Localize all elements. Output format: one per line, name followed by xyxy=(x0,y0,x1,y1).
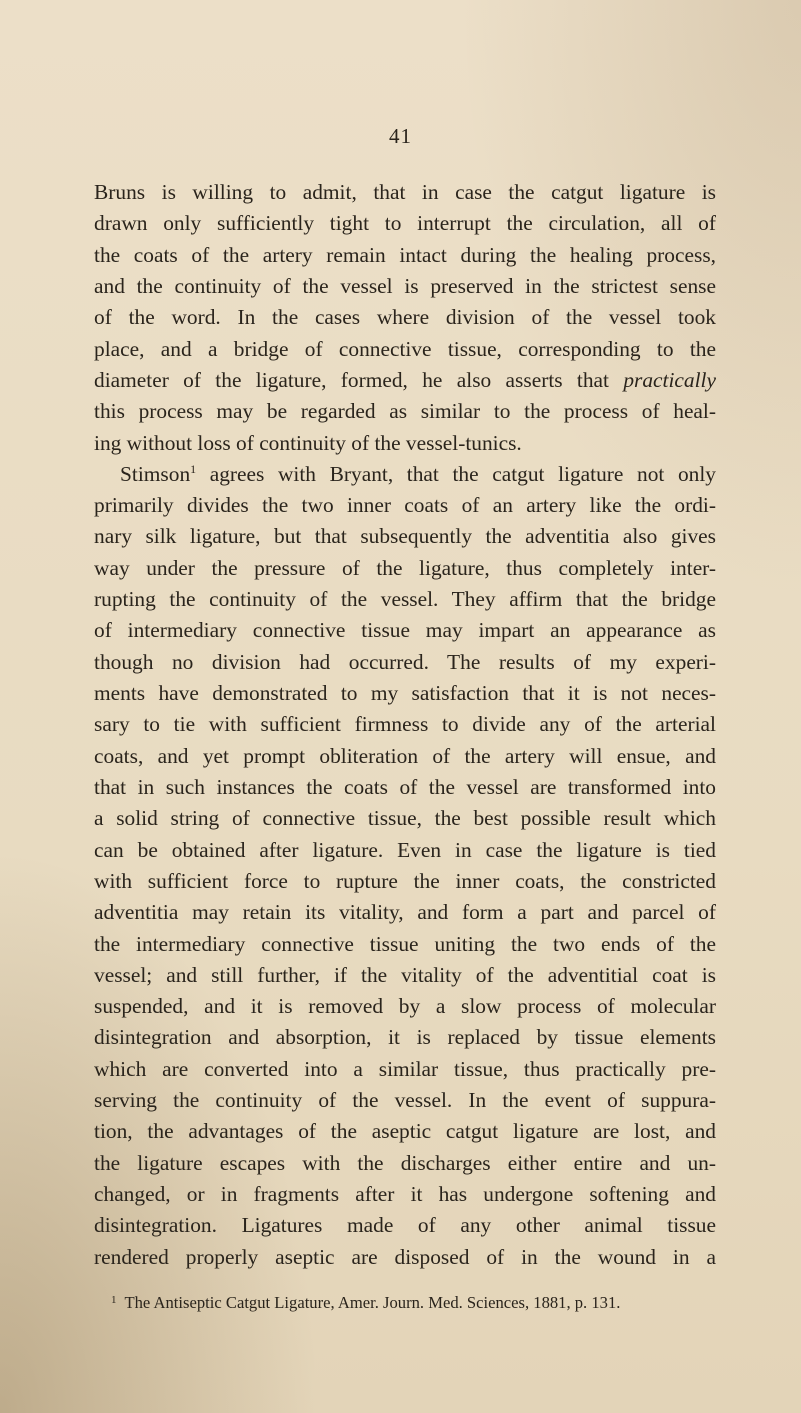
footnote-reference: 1 xyxy=(190,461,197,476)
text-line: vessel; and still further, if the vitality of the adventitial coat is xyxy=(94,962,716,987)
text-line: disintegration and absorption, it is replaced by tissue elements xyxy=(94,1025,716,1050)
text-line: changed, or in fragments after it has undergone softening and xyxy=(94,1182,716,1206)
text-line: adventitia may retain its vitality, and form a part and parcel of xyxy=(94,900,716,925)
text-line: serving the continuity of the vessel. In the event of suppura- xyxy=(94,1088,716,1113)
text-line: and the continuity of the vessel is preserved in the strictest sense xyxy=(94,273,716,298)
text-line: a solid string of connective tissue, the best possible result which xyxy=(94,806,716,831)
text-line: Bruns is willing to admit, that in case the catgut ligature is xyxy=(94,180,716,204)
text-line: primarily divides the two inner coats of an artery like the ordi- xyxy=(94,493,716,518)
text-line: can be obtained after ligature. Even in case the ligature is tied xyxy=(94,837,716,862)
emphasis-word: practically xyxy=(623,367,716,392)
text-line: that in such instances the coats of the vessel are transformed into xyxy=(94,774,716,799)
text-line: of the word. In the cases where division of the vessel took xyxy=(94,305,716,330)
footnote-mark: 1 xyxy=(111,1294,117,1306)
text-segment: agrees with Bryant, that the catgut ligature not only xyxy=(196,461,716,486)
text-line xyxy=(94,459,716,490)
text-line: though no division had occurred. The results of my experi- xyxy=(94,649,716,674)
text-line: rupting the continuity of the vessel. They affirm that the bridge xyxy=(94,587,716,612)
text-segment: diameter of the ligature, formed, he also asserts that xyxy=(94,367,624,392)
page-number: 41 xyxy=(389,124,412,148)
text-line: this process may be regarded as similar to the process of heal- xyxy=(94,399,716,424)
text-line: ing without loss of continuity of the vessel-tunics. xyxy=(94,430,522,455)
author-name: Stimson xyxy=(120,461,191,486)
text-line: the intermediary connective tissue uniting the two ends of the xyxy=(94,931,716,956)
text-line: disintegration. Ligatures made of any other animal tissue xyxy=(94,1213,716,1238)
text-line: rendered properly aseptic are disposed of in the wound in a xyxy=(94,1244,716,1269)
text-line: drawn only sufficiently tight to interrupt the circulation, all of xyxy=(94,211,716,236)
footnote xyxy=(111,1289,717,1314)
text-line: tion, the advantages of the aseptic catgut ligature are lost, and xyxy=(94,1119,716,1144)
text-line: which are converted into a similar tissue, thus practically pre- xyxy=(94,1056,716,1081)
text-line xyxy=(94,365,716,396)
text-line: the ligature escapes with the discharges either entire and un- xyxy=(94,1150,716,1175)
text-line: nary silk ligature, but that subsequently the adventitia also gives xyxy=(94,524,716,549)
body-text xyxy=(94,177,716,1273)
text-line: place, and a bridge of connective tissue, corresponding to the xyxy=(94,336,716,361)
text-line: of intermediary connective tissue may impart an appearance as xyxy=(94,618,716,643)
text-line: suspended, and it is removed by a slow process of molecular xyxy=(94,994,716,1019)
text-line: sary to tie with sufficient firmness to divide any of the arterial xyxy=(94,712,716,737)
text-line: coats, and yet prompt obliteration of the artery will ensue, and xyxy=(94,743,716,768)
text-line: ments have demonstrated to my satisfaction that it is not neces- xyxy=(94,681,716,705)
text-line: with sufficient force to rupture the inner coats, the constricted xyxy=(94,868,716,893)
footnote-text: The Antiseptic Catgut Ligature, Amer. Journ. Med. Sciences, 1881, p. 131. xyxy=(124,1293,621,1312)
text-line: way under the pressure of the ligature, thus completely inter- xyxy=(94,555,716,580)
text-line: the coats of the artery remain intact during the healing process, xyxy=(94,242,716,267)
